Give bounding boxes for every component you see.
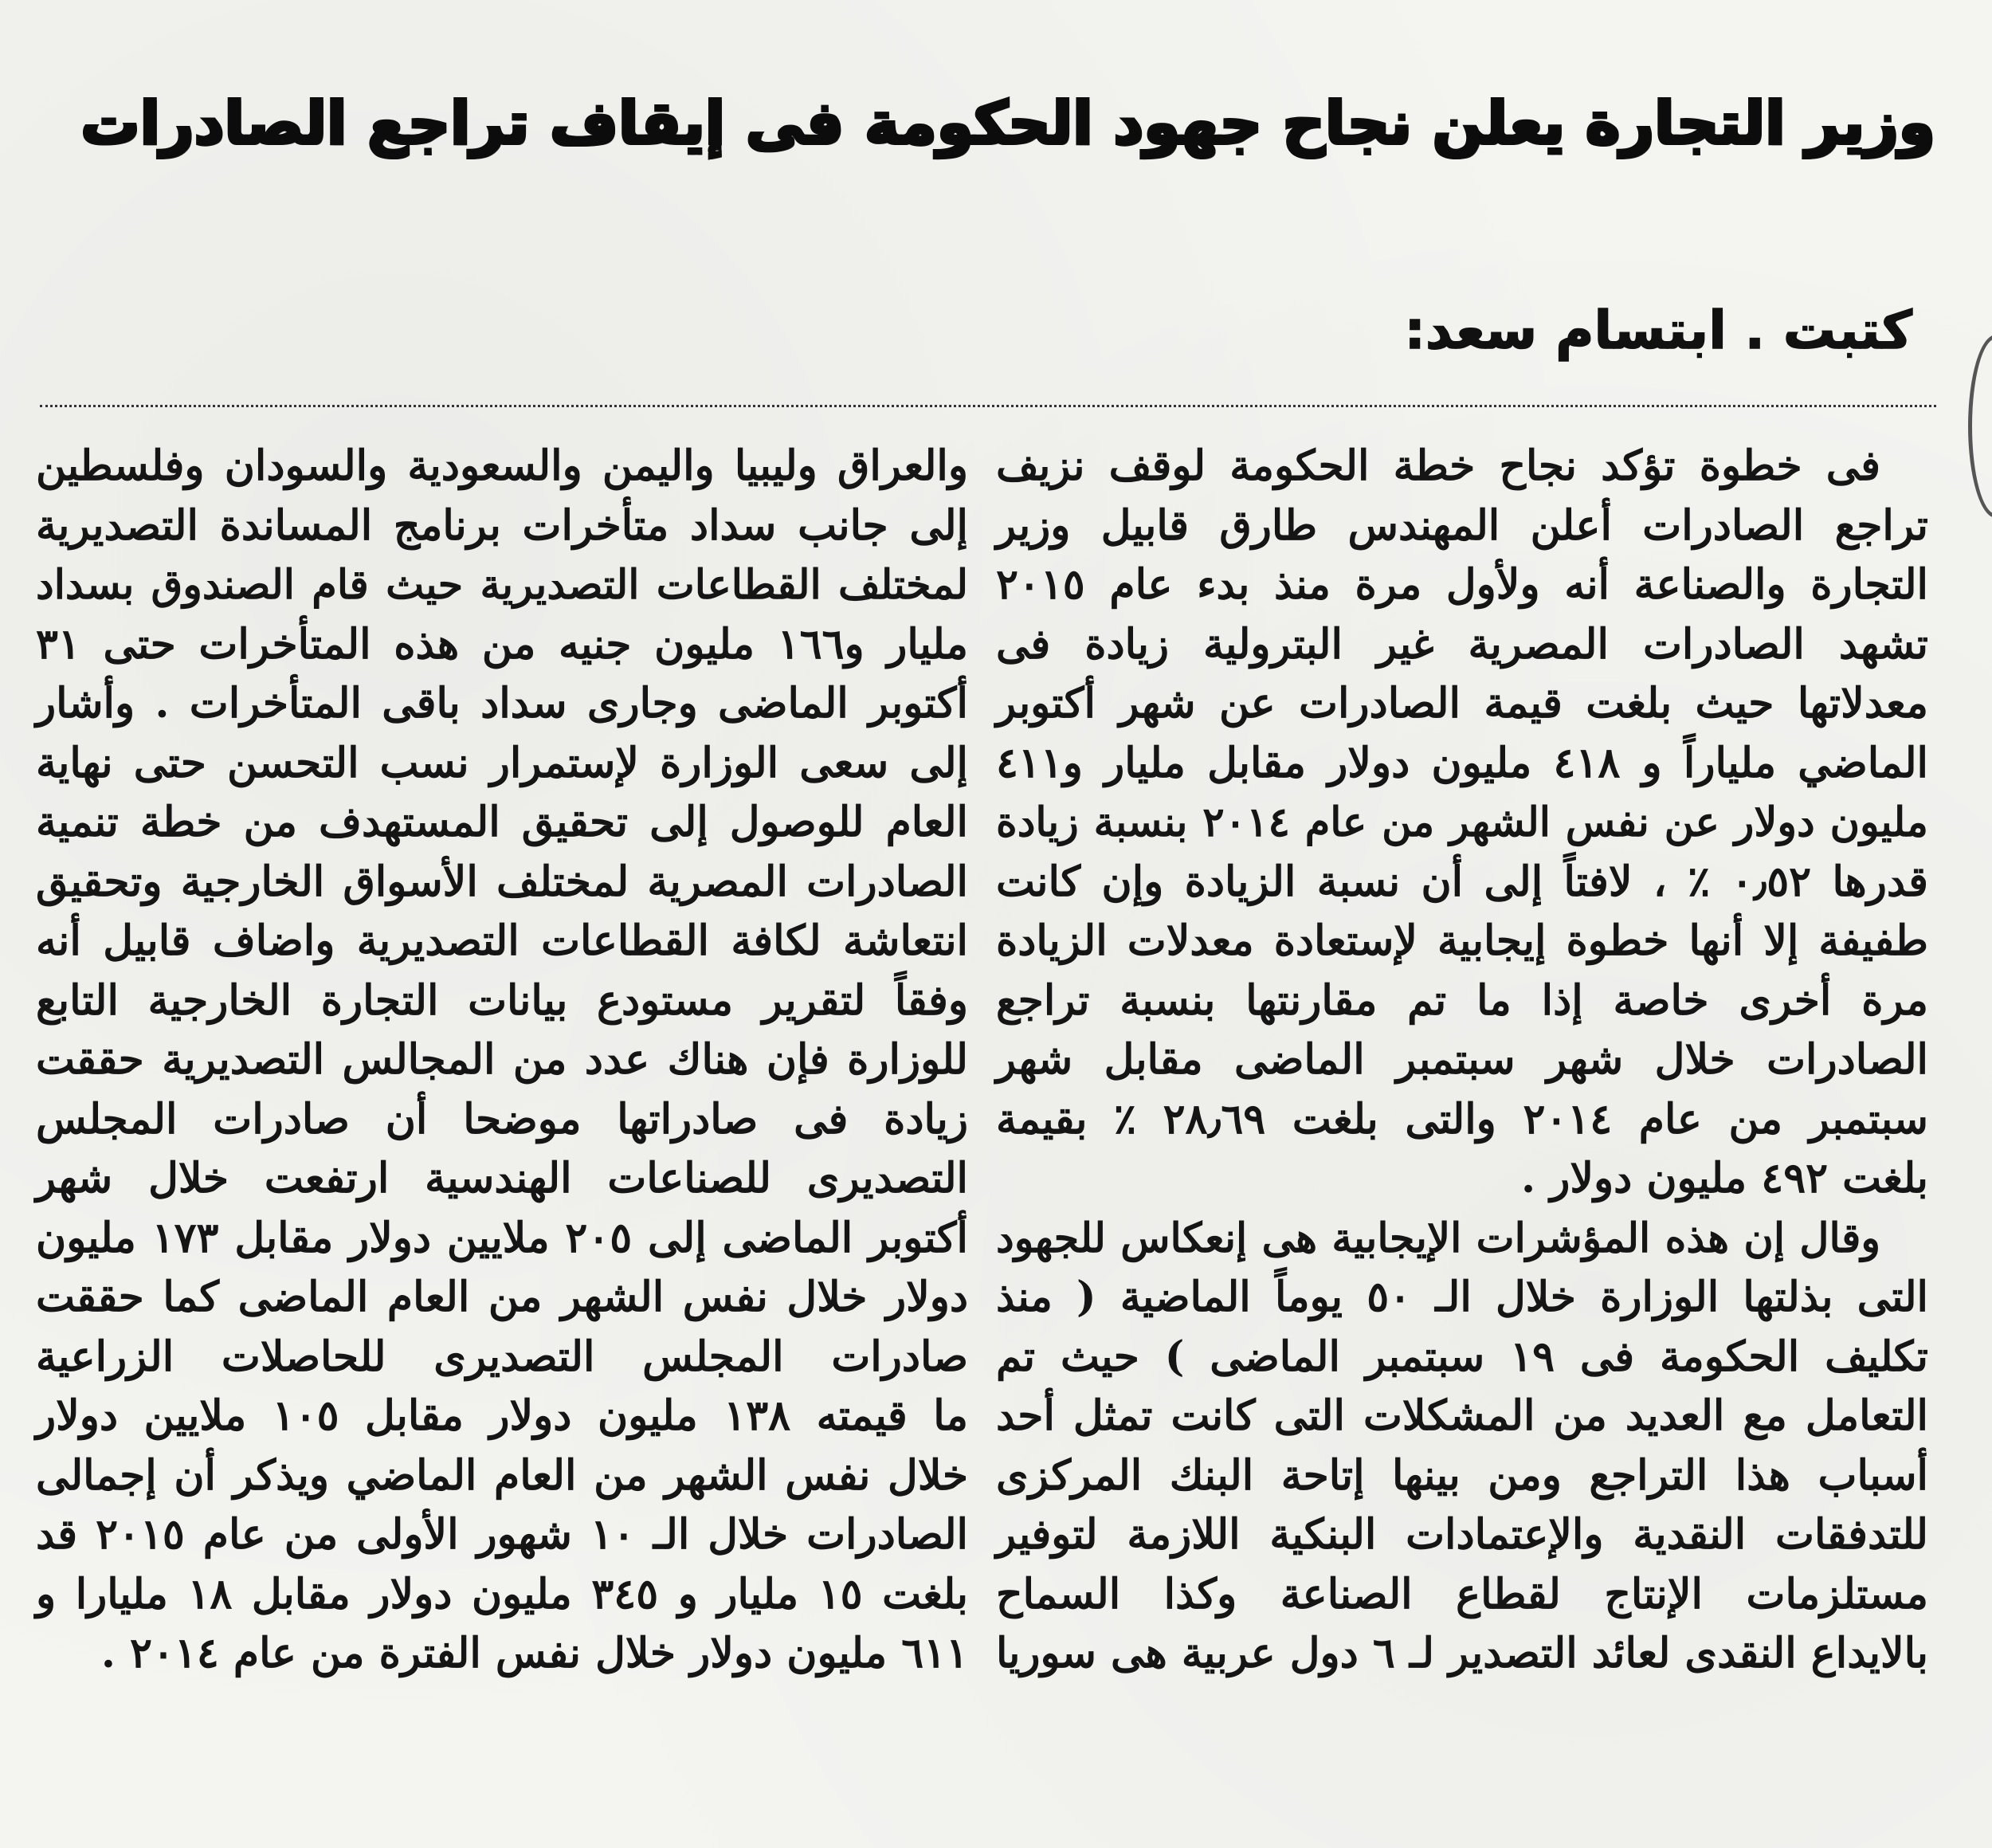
article-line: للتدفقات النقدية والإعتمادات البنكية اللازمة لتوفير (996, 1510, 1928, 1559)
article-line: معدلاتها حيث بلغت قيمة الصادرات عن شهر أكتوبر (996, 679, 1928, 728)
article-line: مرة أخرى خاصة إذا ما تم مقارنتها بنسبة تراجع (996, 975, 1928, 1025)
article-line: والعراق وليبيا واليمن والسعودية والسودان وفلسطين (36, 441, 968, 490)
article-line: مليون دولار عن نفس الشهر من عام ٢٠١٤ بنسبة زيادة (996, 798, 1928, 846)
article-line: دولار خلال نفس الشهر من العام الماضى كما حققت (36, 1273, 968, 1321)
article-line: مستلزمات الإنتاج لقطاع الصناعة وكذا السماح (996, 1569, 1928, 1618)
article-line: الماضي ملياراً و ٤١٨ مليون دولار مقابل مليار و٤١١ (996, 738, 1928, 787)
article-line: تشهد الصادرات المصرية غير البترولية زيادة فى (996, 619, 1928, 669)
article-line: إلى سعى الوزارة لإستمرار نسب التحسن حتى نهاية (36, 738, 968, 787)
article-line: وقال إن هذه المؤشرات الإيجابية هى إنعكاس للجهود (996, 1214, 1880, 1262)
article-line: للوزارة فإن هناك عدد من المجالس التصديرية حققت (36, 1035, 968, 1084)
article-line: سبتمبر من عام ٢٠١٤ والتى بلغت ٢٨٫٦٩ ٪ بقيمة (996, 1094, 1928, 1144)
page-edge-mark (1968, 335, 1992, 518)
article-line: فى خطوة تؤكد نجاح خطة الحكومة لوقف نزيف (996, 441, 1881, 490)
article-line: إلى جانب سداد متأخرات برنامج المساندة التصديرية (36, 500, 968, 550)
article-line: لمختلف القطاعات التصديرية حيث قام الصندوق بسداد (36, 561, 968, 609)
article-line: بلغت ١٥ مليار و ٣٤٥ مليون دولار مقابل ١٨ مليارا و (36, 1569, 969, 1618)
article-line: صادرات المجلس التصديرى للحاصلات الزراعية (36, 1332, 968, 1381)
article-line: الصادرات المصرية لمختلف الأسواق الخارجية وتحقيق (36, 857, 968, 906)
article-line: التصديرى للصناعات الهندسية ارتفعت خلال شهر (36, 1154, 968, 1203)
headline: وزير التجارة يعلن نجاح جهود الحكومة فى إيقاف تراجع الصادرات (80, 89, 1935, 158)
article-line: خلال نفس الشهر من العام الماضي ويذكر أن إجمالى (36, 1450, 968, 1500)
article-line: ما قيمته ١٣٨ مليون دولار مقابل ١٠٥ ملايين دولار (36, 1391, 968, 1440)
article-column-right (996, 437, 1928, 1791)
article-line: تراجع الصادرات أعلن المهندس طارق قابيل وزير (996, 500, 1928, 550)
article-line: مليار و١٦٦ مليون جنيه من هذه المتأخرات حتى ٣١ (36, 619, 968, 669)
article-line: وفقاً لتقرير مستودع بيانات التجارة الخارجية التابع (36, 975, 968, 1025)
article-line: التعامل مع العديد من المشكلات التى كانت تمثل أحد (996, 1391, 1928, 1440)
article-line: التى بذلتها الوزارة خلال الـ ٥٠ يوماً الماضية ( منذ (996, 1273, 1929, 1321)
article-line: أكتوبر الماضى وجارى سداد باقى المتأخرات . وأشار (36, 679, 968, 728)
article-line: انتعاشة لكافة القطاعات التصديرية واضاف قابيل أنه (36, 916, 968, 965)
article-column-left (36, 437, 968, 1791)
article-line: ٦١١ مليون دولار خلال نفس الفترة من عام ٢٠١٤ . (100, 1629, 968, 1677)
article-line: التجارة والصناعة أنه ولأول مرة منذ بدء عام ٢٠١٥ (996, 560, 1928, 609)
article-line: قدرها ٠٫٥٢ ٪ ، لافتاً إلى أن نسبة الزيادة وإن كانت (996, 857, 1928, 906)
article-line: بالايداع النقدى لعائد التصدير لـ ٦ دول عربية هى سوريا (996, 1629, 1928, 1677)
article-line: الصادرات خلال الـ ١٠ شهور الأولى من عام ٢٠١٥ قد (36, 1510, 968, 1559)
byline: كتبت . ابتسام سعد: (1404, 300, 1912, 361)
article-line: الصادرات خلال شهر سبتمبر الماضى مقابل شهر (996, 1035, 1928, 1084)
article-line: طفيفة إلا أنها خطوة إيجابية لإستعادة معدلات الزيادة (996, 916, 1928, 965)
article-line: زيادة فى صادراتها موضحا أن صادرات المجلس (36, 1094, 968, 1144)
article-line: أسباب هذا التراجع ومن بينها إتاحة البنك المركزى (996, 1450, 1928, 1500)
article-line: العام للوصول إلى تحقيق المستهدف من خطة تنمية (36, 798, 968, 846)
article-line: تكليف الحكومة فى ١٩ سبتمبر الماضى ) حيث تم (996, 1332, 1928, 1381)
dotted-divider (40, 405, 1936, 407)
article-line: بلغت ٤٩٢ مليون دولار . (1521, 1154, 1928, 1203)
article-line: أكتوبر الماضى إلى ٢٠٥ ملايين دولار مقابل ١٧٣ مليون (36, 1213, 969, 1262)
